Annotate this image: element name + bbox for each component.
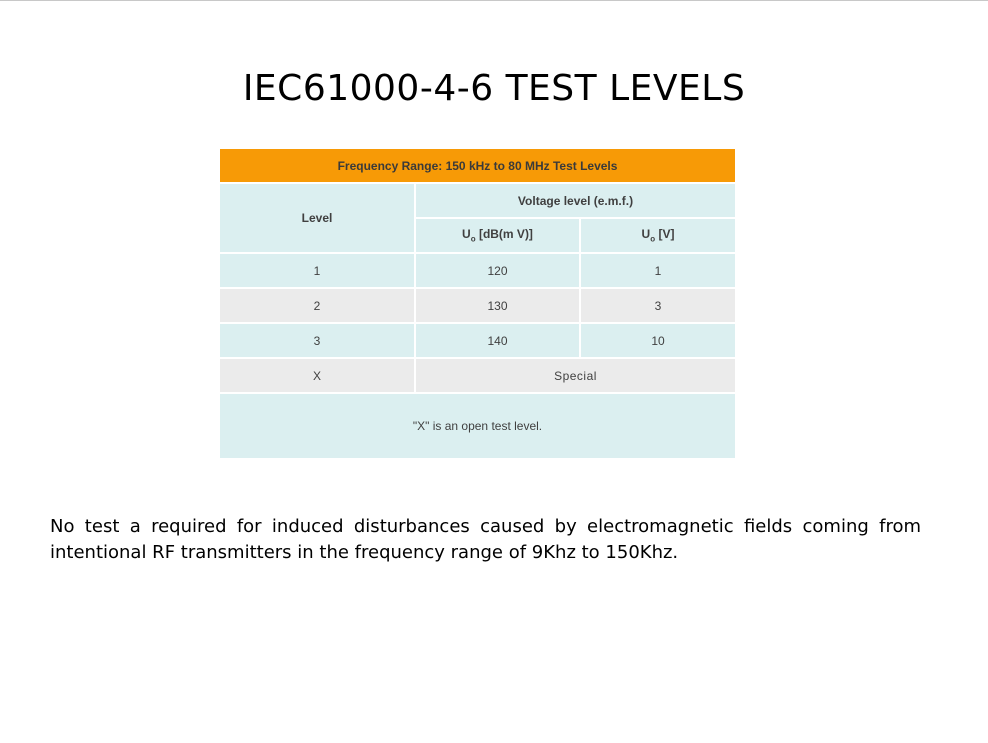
db-value-cell: 120: [415, 253, 580, 288]
volt-column-header-unit: [V]: [655, 227, 675, 242]
table-row: [219, 288, 736, 323]
body-paragraph: No test a required for induced disturbances caused by electromagnetic fields coming from intentional RF transmitters in the frequency range of 9Khz to 150Khz.: [50, 516, 921, 563]
db-column-header: [415, 218, 580, 253]
volt-column-header-subscript: o: [650, 234, 656, 244]
volt-column-header: [580, 218, 736, 253]
level-cell: X: [219, 358, 415, 393]
frequency-range-header: Frequency Range: 150 kHz to 80 MHz Test Levels: [219, 148, 736, 183]
special-value-cell: Special: [415, 358, 736, 393]
volt-value-cell: 3: [580, 288, 736, 323]
open-level-note: "X" is an open test level.: [219, 393, 736, 459]
test-levels-table: [218, 147, 737, 460]
db-column-header-symbol: U: [462, 227, 471, 242]
table-row: [219, 253, 736, 288]
column-group-row: [219, 183, 736, 218]
level-column-header: Level: [219, 183, 415, 253]
volt-value-cell: 10: [580, 323, 736, 358]
db-value-cell: 140: [415, 323, 580, 358]
volt-column-header-symbol: U: [641, 227, 651, 242]
note-row: [219, 393, 736, 459]
slide-title: IEC61000-4-6 TEST LEVELS: [242, 68, 746, 109]
level-cell: 2: [219, 288, 415, 323]
special-level-row: [219, 358, 736, 393]
voltage-level-group-header: Voltage level (e.m.f.): [415, 183, 736, 218]
top-rule: [0, 0, 988, 1]
db-column-header-unit: [dB(m V)]: [475, 227, 533, 242]
level-cell: 1: [219, 253, 415, 288]
table-row: [219, 323, 736, 358]
volt-value-cell: 1: [580, 253, 736, 288]
db-column-header-subscript: o: [470, 234, 476, 244]
table-header-row: [219, 148, 736, 183]
db-value-cell: 130: [415, 288, 580, 323]
level-cell: 3: [219, 323, 415, 358]
